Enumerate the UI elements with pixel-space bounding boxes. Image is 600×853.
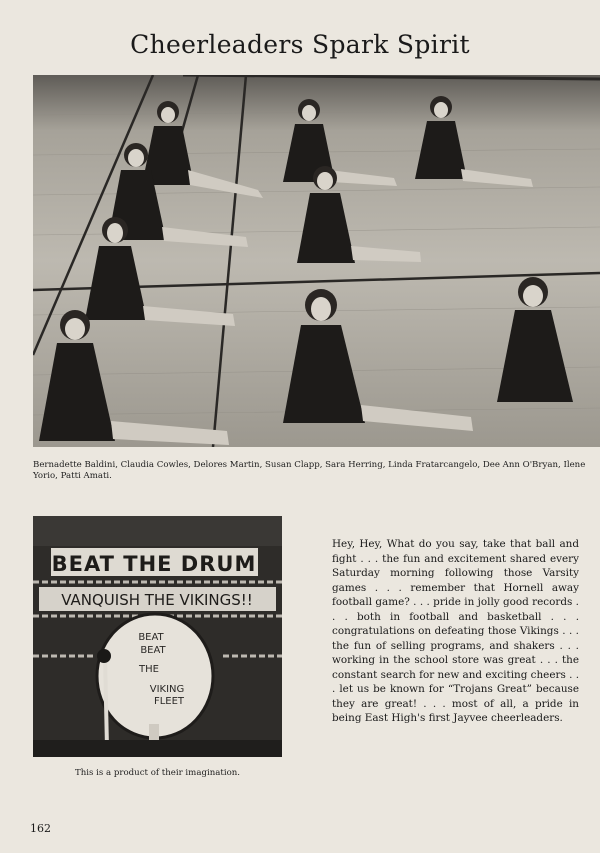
poster-illustration	[33, 516, 282, 757]
drum-text-5: FLEET	[153, 696, 185, 707]
article-text: Hey, Hey, What do you say, take that ball and fight . . . the fun and excitement shared every Saturday morning following those Varsity games . . . remember that Hornell away football game? . . . pride in jolly good records . . . both in football and basketball . . . congratulations on defeating those Vikings . . . the fun of selling programs, and shakers . . . working in the school store was great . . . the constant search for new and exciting cheers . . . let us be known for “Trojans Great” because they are great! . . . most of all, a pride in being East High's first Jayvee cheerleaders.	[332, 538, 579, 724]
poster-photo	[33, 516, 282, 757]
poster-photo-caption: This is a product of their imagination.	[74, 768, 241, 778]
drum-text-4: VIKING	[149, 684, 185, 695]
page-title: Cheerleaders Spark Spirit	[130, 30, 470, 59]
drum-text-1: BEAT	[138, 632, 164, 643]
cheerleaders-group-photo	[33, 75, 600, 447]
banner-bottom-text: VANQUISH THE VIKINGS!!	[61, 591, 253, 609]
page-number: 162	[30, 822, 51, 835]
banner-top-text: BEAT THE DRUM	[51, 552, 257, 576]
gym-floor-illustration	[33, 75, 600, 447]
drum-text-2: BEAT	[140, 645, 166, 656]
main-photo-caption: Bernadette Baldini, Claudia Cowles, Delores Martin, Susan Clapp, Sara Herring, Linda Fratarcangelo, Dee Ann O'Bryan, Ilene Yorio, Patti Amati.	[33, 460, 586, 481]
drum-text-3: THE	[139, 664, 159, 675]
